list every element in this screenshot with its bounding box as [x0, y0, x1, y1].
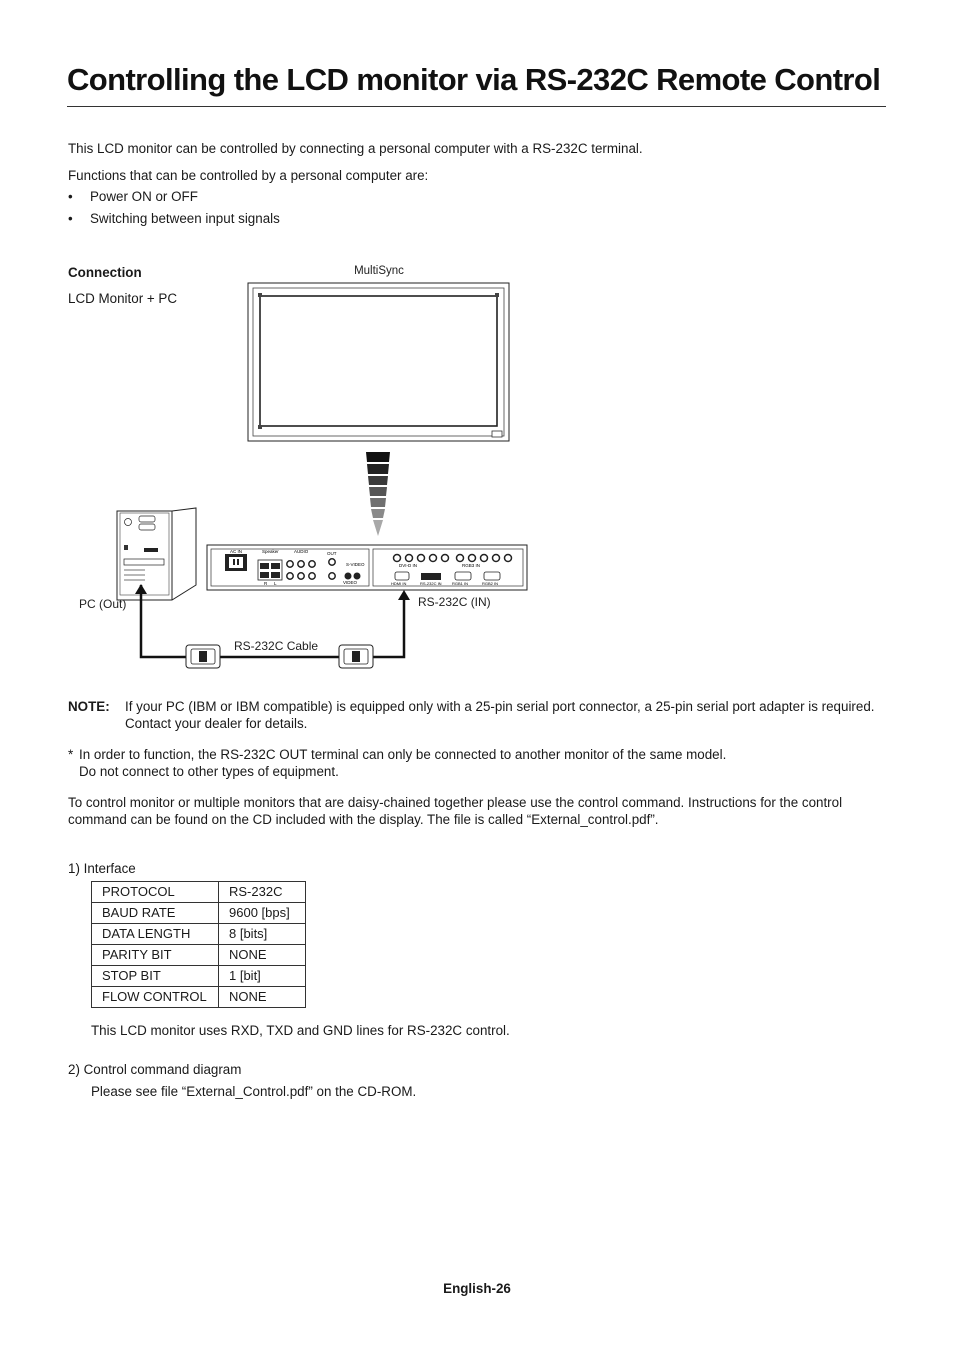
- asterisk-mark: *: [68, 747, 74, 762]
- table-cell-value: RS-232C: [219, 882, 306, 903]
- panel-label: L: [274, 581, 277, 586]
- control-paragraph: To control monitor or multiple monitors that are daisy-chained together please use the control command. Instructions for the control command can be found on the CD included with the display. The file is called “External_control.pdf”.: [68, 795, 843, 827]
- title-underline: [67, 106, 886, 107]
- table-row: [92, 966, 306, 987]
- page-title: Controlling the LCD monitor via RS-232C Remote Control: [67, 62, 881, 97]
- table-row: [92, 882, 306, 903]
- pc-out-label: PC (Out): [79, 597, 127, 611]
- asterisk-line-1: In order to function, the RS-232C OUT terminal can only be connected to another monitor of the same model.: [79, 747, 727, 762]
- table-cell-value: 9600 [bps]: [219, 903, 306, 924]
- panel-label: HDMI IN: [391, 581, 407, 586]
- page-number: English-26: [443, 1281, 511, 1296]
- asterisk-line-2: Do not connect to other types of equipment.: [79, 764, 339, 779]
- connection-heading: Connection: [68, 265, 142, 280]
- interface-table: [91, 881, 306, 1008]
- table-cell-key: STOP BIT: [92, 966, 219, 987]
- panel-label: VIDEO: [343, 580, 358, 585]
- intro-line-1: This LCD monitor can be controlled by connecting a personal computer with a RS-232C terminal.: [68, 141, 643, 156]
- note-text: If your PC (IBM or IBM compatible) is equipped only with a 25-pin serial port connector, a 25-pin serial port adapter is required. Contact your dealer for details.: [125, 699, 875, 731]
- table-row: [92, 924, 306, 945]
- panel-label: R: [264, 581, 268, 586]
- command-heading: 2) Control command diagram: [68, 1062, 242, 1077]
- bullet-dot: •: [68, 211, 73, 226]
- panel-label: S-VIDEO: [346, 562, 365, 567]
- serial-connector-icon: [339, 645, 373, 668]
- table-cell-value: 1 [bit]: [219, 966, 306, 987]
- table-cell-key: PARITY BIT: [92, 945, 219, 966]
- panel-label: Speaker: [262, 549, 279, 554]
- rs232c-in-label: RS-232C (IN): [418, 595, 491, 609]
- cable-label: RS-232C Cable: [234, 639, 319, 653]
- monitor-label: MultiSync: [354, 265, 404, 277]
- table-cell-key: PROTOCOL: [92, 882, 219, 903]
- bullet-dot: •: [68, 189, 73, 204]
- table-cell-key: BAUD RATE: [92, 903, 219, 924]
- note-label: NOTE:: [68, 699, 110, 714]
- panel-label: AC IN: [230, 549, 243, 554]
- table-row: [92, 903, 306, 924]
- panel-label: RGB1 IN: [452, 581, 469, 586]
- table-cell-value: 8 [bits]: [219, 924, 306, 945]
- panel-label: RGB3 IN: [462, 563, 481, 568]
- table-cell-value: NONE: [219, 987, 306, 1008]
- table-row: [92, 987, 306, 1008]
- panel-label: OUT: [327, 551, 337, 556]
- zoom-wedge-icon: [366, 452, 390, 536]
- arrow-up-icon: [398, 590, 410, 600]
- bullet-text: Switching between input signals: [90, 211, 280, 226]
- connection-subheading: LCD Monitor + PC: [68, 291, 178, 306]
- rear-panel-illustration: [207, 545, 527, 590]
- interface-heading: 1) Interface: [68, 861, 136, 876]
- panel-label: AUDIO: [294, 549, 309, 554]
- bullet-text: Power ON or OFF: [90, 189, 198, 204]
- table-cell-key: DATA LENGTH: [92, 924, 219, 945]
- interface-note: This LCD monitor uses RXD, TXD and GND lines for RS-232C control.: [91, 1023, 510, 1038]
- panel-label: RS-232C IN: [420, 581, 442, 586]
- lcd-monitor-illustration: [248, 283, 509, 441]
- intro-line-2: Functions that can be controlled by a personal computer are:: [68, 168, 429, 183]
- table-cell-value: NONE: [219, 945, 306, 966]
- panel-label: DVI-D IN: [399, 563, 417, 568]
- serial-connector-icon: [186, 645, 220, 668]
- panel-label: RGB2 IN: [482, 581, 499, 586]
- table-cell-key: FLOW CONTROL: [92, 987, 219, 1008]
- pc-tower-illustration: [117, 508, 196, 600]
- connection-diagram: [0, 250, 954, 680]
- table-row: [92, 945, 306, 966]
- command-text: Please see file “External_Control.pdf” on the CD-ROM.: [91, 1084, 417, 1099]
